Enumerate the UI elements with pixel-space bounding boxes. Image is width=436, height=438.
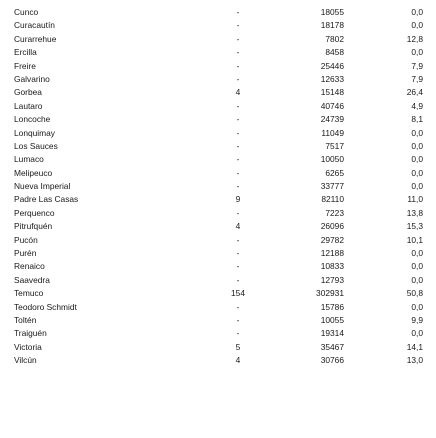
rate-value: 0,0	[411, 181, 423, 192]
commune-name: Nueva Imperial	[14, 181, 71, 192]
table-row	[0, 86, 436, 99]
population-value: 24739	[320, 114, 344, 125]
rate-value: 0,0	[411, 261, 423, 272]
case-count: 4	[235, 221, 241, 232]
commune-name: Pucón	[14, 234, 38, 245]
population-value: 7223	[325, 207, 344, 218]
commune-name: Loncoche	[14, 114, 51, 125]
case-count: -	[236, 314, 240, 325]
rate-value: 7,9	[411, 73, 423, 84]
commune-name: Padre Las Casas	[14, 194, 79, 205]
table-row	[0, 180, 436, 193]
population-value: 10833	[320, 261, 344, 272]
case-count: -	[236, 328, 240, 339]
table-row	[0, 127, 436, 140]
case-count: 5	[235, 341, 241, 352]
rate-value: 4,9	[411, 100, 423, 111]
rate-value: 0,0	[411, 140, 423, 151]
rate-value: 8,1	[411, 114, 423, 125]
case-count: -	[236, 261, 240, 272]
rate-value: 14,1	[406, 341, 423, 352]
commune-name: Ercilla	[14, 47, 37, 58]
population-value: 18178	[320, 20, 344, 31]
case-count: 9	[235, 194, 241, 205]
case-count: 4	[235, 87, 241, 98]
table-row	[0, 100, 436, 113]
table-row	[0, 46, 436, 59]
case-count: -	[236, 60, 240, 71]
rate-value: 0,0	[411, 154, 423, 165]
population-value: 19314	[320, 328, 344, 339]
population-value: 33777	[320, 181, 344, 192]
commune-name: Purén	[14, 248, 37, 259]
rate-value: 26,4	[406, 87, 423, 98]
commune-name: Saavedra	[14, 274, 50, 285]
case-count: -	[236, 301, 240, 312]
rate-value: 0,0	[411, 274, 423, 285]
commune-name: Los Sauces	[14, 140, 58, 151]
table-row	[0, 60, 436, 73]
population-value: 82110	[321, 194, 344, 205]
table-row	[0, 6, 436, 19]
rate-value: 0,0	[411, 127, 423, 138]
rate-value: 12,8	[406, 33, 423, 44]
rate-value: 15,3	[406, 221, 423, 232]
rate-value: 13,8	[406, 207, 423, 218]
case-count: -	[236, 248, 240, 259]
case-count: 154	[231, 288, 245, 299]
table-row	[0, 301, 436, 314]
table-row	[0, 274, 436, 287]
rate-value: 0,0	[411, 248, 423, 259]
table-row	[0, 314, 436, 327]
commune-table	[0, 6, 436, 368]
table-row	[0, 220, 436, 233]
rate-value: 7,9	[411, 60, 423, 71]
population-value: 26096	[320, 221, 344, 232]
commune-name: Lautaro	[14, 100, 43, 111]
population-value: 30766	[320, 355, 344, 366]
rate-value: 9,9	[411, 314, 423, 325]
commune-name: Toltén	[14, 314, 37, 325]
commune-name: Pitrufquén	[14, 221, 53, 232]
table-row	[0, 327, 436, 340]
population-value: 7802	[325, 33, 344, 44]
table-row	[0, 193, 436, 206]
case-count: -	[236, 47, 240, 58]
population-value: 40746	[320, 100, 344, 111]
case-count: -	[236, 140, 240, 151]
case-count: -	[236, 274, 240, 285]
table-row	[0, 113, 436, 126]
case-count: -	[236, 20, 240, 31]
case-count: -	[236, 127, 240, 138]
table-row	[0, 140, 436, 153]
commune-name: Melipeuco	[14, 167, 53, 178]
commune-name: Galvarino	[14, 73, 50, 84]
commune-name: Lonquimay	[14, 127, 55, 138]
population-value: 12793	[320, 274, 344, 285]
table-row	[0, 167, 436, 180]
commune-name: Freire	[14, 60, 36, 71]
population-value: 6265	[325, 167, 344, 178]
population-value: 18055	[320, 7, 344, 17]
table-row	[0, 247, 436, 260]
table-row	[0, 19, 436, 32]
table-row	[0, 153, 436, 166]
population-value: 25446	[320, 60, 344, 71]
case-count: -	[236, 234, 240, 245]
rate-value: 0,0	[411, 47, 423, 58]
table-row	[0, 287, 436, 300]
population-value: 15786	[320, 301, 344, 312]
commune-name: Cunco	[14, 7, 39, 17]
case-count: -	[236, 100, 240, 111]
rate-value: 0,0	[411, 167, 423, 178]
population-value: 11049	[321, 127, 344, 138]
population-value: 8458	[325, 47, 344, 58]
population-value: 302931	[316, 288, 344, 299]
rate-value: 50,8	[406, 288, 423, 299]
population-value: 12188	[320, 248, 344, 259]
case-count: -	[236, 181, 240, 192]
table-row	[0, 234, 436, 247]
commune-name: Vilcún	[14, 355, 37, 366]
case-count: -	[236, 167, 240, 178]
population-value: 10055	[320, 314, 344, 325]
population-value: 35467	[320, 341, 344, 352]
commune-name: Gorbea	[14, 87, 42, 98]
commune-name: Curacautín	[14, 20, 55, 31]
population-value: 15148	[320, 87, 344, 98]
rate-value: 0,0	[411, 7, 423, 17]
rate-value: 13,0	[406, 355, 423, 366]
case-count: -	[236, 7, 240, 17]
case-count: 4	[235, 355, 241, 366]
rate-value: 0,0	[411, 328, 423, 339]
population-value: 12633	[320, 73, 344, 84]
rate-value: 11,0	[407, 194, 423, 205]
case-count: -	[236, 33, 240, 44]
commune-name: Curarrehue	[14, 33, 57, 44]
commune-name: Temuco	[14, 288, 44, 299]
table-row	[0, 33, 436, 46]
commune-name: Renaico	[14, 261, 45, 272]
population-value: 7517	[325, 140, 344, 151]
commune-name: Lumaco	[14, 154, 44, 165]
table-row	[0, 207, 436, 220]
case-count: -	[236, 114, 240, 125]
rate-value: 0,0	[411, 20, 423, 31]
rate-value: 0,0	[411, 301, 423, 312]
commune-name: Perquenco	[14, 207, 55, 218]
case-count: -	[236, 73, 240, 84]
table-row	[0, 260, 436, 273]
rate-value: 10,1	[406, 234, 423, 245]
case-count: -	[236, 154, 240, 165]
commune-name: Traiguén	[14, 328, 47, 339]
table-row	[0, 341, 436, 354]
commune-name: Teodoro Schmidt	[14, 301, 77, 312]
case-count: -	[236, 207, 240, 218]
population-value: 10050	[320, 154, 344, 165]
commune-name: Victoria	[14, 341, 42, 352]
table-row	[0, 354, 436, 367]
population-value: 29782	[320, 234, 344, 245]
table-row	[0, 73, 436, 86]
